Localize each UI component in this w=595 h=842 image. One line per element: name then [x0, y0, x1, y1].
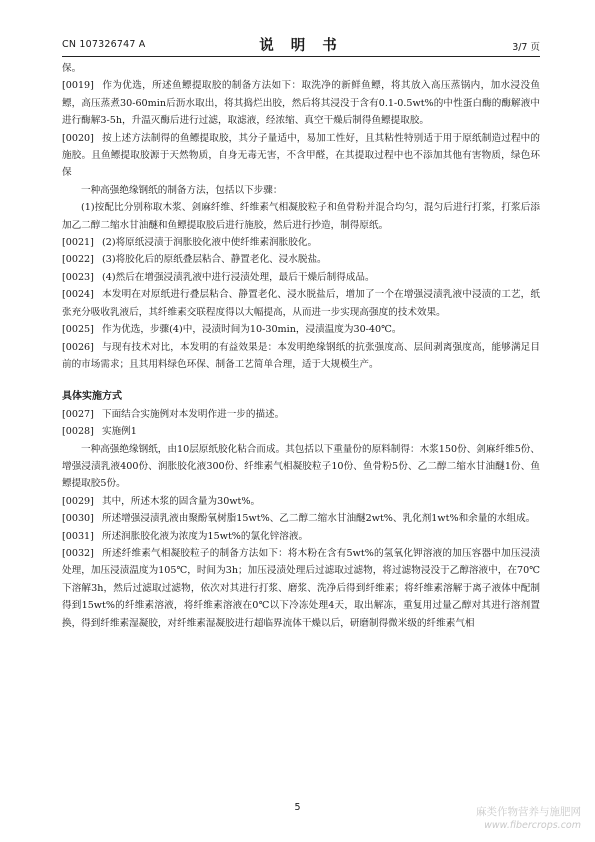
paragraph-text: 实施例1 — [102, 426, 137, 438]
paragraph — [62, 321, 540, 338]
paragraph — [62, 339, 540, 374]
paragraph-number: [0027] — [62, 408, 94, 420]
paragraph-text: 作为优选，所述鱼鳔提取胶的制备方法如下：取洗净的新鲜鱼鳔，将其放入高压蒸锅内，加水浸没鱼鳔，高压蒸煮30-60min后沥水取出，将其捣烂出胶，然后将其浸没于含有0.1-0.5wt%的中性蛋白酶的酶解液中进行酶解3-5h，升温灭酶后进行过滤，取滤液，经浓缩、真空干燥后制得鱼鳔提取胶。 — [62, 80, 540, 127]
paragraph-number: [0023] — [62, 271, 94, 283]
paragraph-number: [0028] — [62, 426, 94, 438]
paragraph-number: [0020] — [62, 132, 94, 144]
paragraph — [62, 182, 540, 199]
section-gap — [62, 373, 540, 380]
paragraph-text: (2)将原纸浸渍于润胀胶化液中使纤维素润胀胶化。 — [102, 237, 318, 249]
paragraph-text: 与现有技术对比，本发明的有益效果是：本发明绝缘钢纸的抗张强度高、层间剥离强度高，能够满足目前的市场需求；且其用料绿色环保、制备工艺简单合理，适于大规模生产。 — [62, 341, 540, 370]
paragraph — [62, 251, 540, 268]
paragraph — [62, 406, 540, 423]
paragraph — [62, 286, 540, 321]
document-title: 说 明 书 — [259, 37, 343, 54]
paragraph — [62, 545, 540, 632]
paragraph-number: [0024] — [62, 289, 94, 301]
header-rule — [62, 56, 540, 57]
paragraph-number: [0021] — [62, 237, 94, 249]
page-header — [62, 33, 540, 53]
paragraph-group-1 — [62, 60, 540, 373]
watermark-title: 麻类作物营养与施肥网 — [476, 806, 581, 818]
paragraph-number: [0031] — [62, 530, 94, 542]
paragraph-text: (1)按配比分别称取木浆、剑麻纤维、纤维素气相凝胶粒子和鱼骨粉并混合均匀，混匀后进行打浆，打浆后添加乙二醇二缩水甘油醚和鱼鳔提取胶后进行施胶，然后进行抄造，制得原纸。 — [62, 202, 540, 231]
paragraph-number: [0019] — [62, 80, 94, 92]
section-heading: 具体实施方式 — [62, 391, 122, 403]
paragraph — [62, 130, 540, 182]
paragraph-text: 本发明在对原纸进行叠层粘合、静置老化、浸水脱盐后，增加了一个在增强浸渍乳液中浸渍的工艺，纸张充分吸收乳液后，其纤维素交联程度得以大幅提高，从而进一步实现高强度的技术效果。 — [62, 289, 540, 318]
paragraph-number: [0025] — [62, 324, 94, 336]
paragraph — [62, 441, 540, 493]
paragraph-text: 保。 — [62, 63, 82, 74]
paragraph-text: 其中，所述木浆的固含量为30wt%。 — [102, 495, 261, 507]
paragraph-text: (3)将胶化后的原纸叠层粘合、静置老化、浸水脱盐。 — [102, 254, 327, 266]
paragraph-text: 一种高强绝缘钢纸的制备方法，包括以下步骤： — [81, 184, 283, 196]
paragraph-text: 所述润胀胶化液为浓度为15wt%的氯化锌溶液。 — [102, 530, 309, 542]
watermark — [476, 806, 581, 832]
paragraph-group-2 — [62, 406, 540, 632]
paragraph — [62, 234, 540, 251]
paragraph-text: 作为优选，步骤(4)中，浸渍时间为10-30min，浸渍温度为30-40℃。 — [102, 324, 402, 336]
paragraph-text: 所述增强浸渍乳液由聚酚氧树脂15wt%、乙二醇二缩水甘油醚2wt%、乳化剂1wt%和余量的水组成。 — [102, 513, 536, 525]
paragraph — [62, 510, 540, 527]
paragraph — [62, 77, 540, 129]
paragraph-text: 按上述方法制得的鱼鳔提取胶，其分子量适中，易加工性好，且其粘性特别适于用于原纸制造过程中的施胶。且鱼鳔提取胶源于天然物质，自身无毒无害，不含甲醛，在其提取过程中也不添加其他有害物质，绿色环保 — [62, 132, 540, 179]
paragraph-number: [0026] — [62, 341, 94, 353]
paragraph-text: 所述纤维素气相凝胶粒子的制备方法如下：将木粉在含有5wt%的氢氧化钾溶液的加压容器中加压浸渍处理，加压浸渍温度为105℃，时间为3h；加压浸渍处理后过滤取过滤物，将过滤物浸没于乙醇溶液中，在70℃下溶解3h，然后过滤取过滤物，依次对其进行打浆、磨浆、洗净后得到纤维素；将纤维素溶解于离子液体中配制得到15wt%的纤维素溶液，将纤维素溶液在0℃以下冷冻处理4天，取出解冻，重复用过量乙醇对其进行溶剂置换，得到纤维素湿凝胶，对纤维素湿凝胶进行超临界流体干燥以后，研磨制得微米级的纤维素气相 — [62, 547, 540, 629]
paragraph-number: [0022] — [62, 254, 94, 266]
paragraph — [62, 528, 540, 545]
paragraph-number: [0032] — [62, 547, 94, 559]
document-number: CN 107326747 A — [62, 39, 146, 50]
paragraph-text: 下面结合实施例对本发明作进一步的描述。 — [102, 408, 285, 420]
paragraph — [62, 493, 540, 510]
paragraph-text: 一种高强绝缘钢纸，由10层原纸胶化粘合而成。其包括以下重量份的原料制得：木浆150份、剑麻纤维5份、增强浸渍乳液400份、润胀胶化液300份、纤维素气相凝胶粒子10份、鱼骨粉5份、乙二醇二缩水甘油醚1份、鱼鳔提取胶5份。 — [62, 443, 540, 490]
document-body — [62, 60, 540, 632]
paragraph-number: [0030] — [62, 513, 94, 525]
watermark-url: www.fibercrops.com — [484, 820, 581, 831]
paragraph — [62, 269, 540, 286]
paragraph — [62, 199, 540, 234]
paragraph — [62, 60, 540, 77]
paragraph — [62, 423, 540, 440]
paragraph-number: [0029] — [62, 495, 94, 507]
paragraph-text: (4)然后在增强浸渍乳液中进行浸渍处理，最后干燥后制得成品。 — [102, 271, 375, 283]
page-number: 5 — [294, 802, 301, 813]
page-of-indicator: 3/7 页 — [512, 42, 540, 53]
